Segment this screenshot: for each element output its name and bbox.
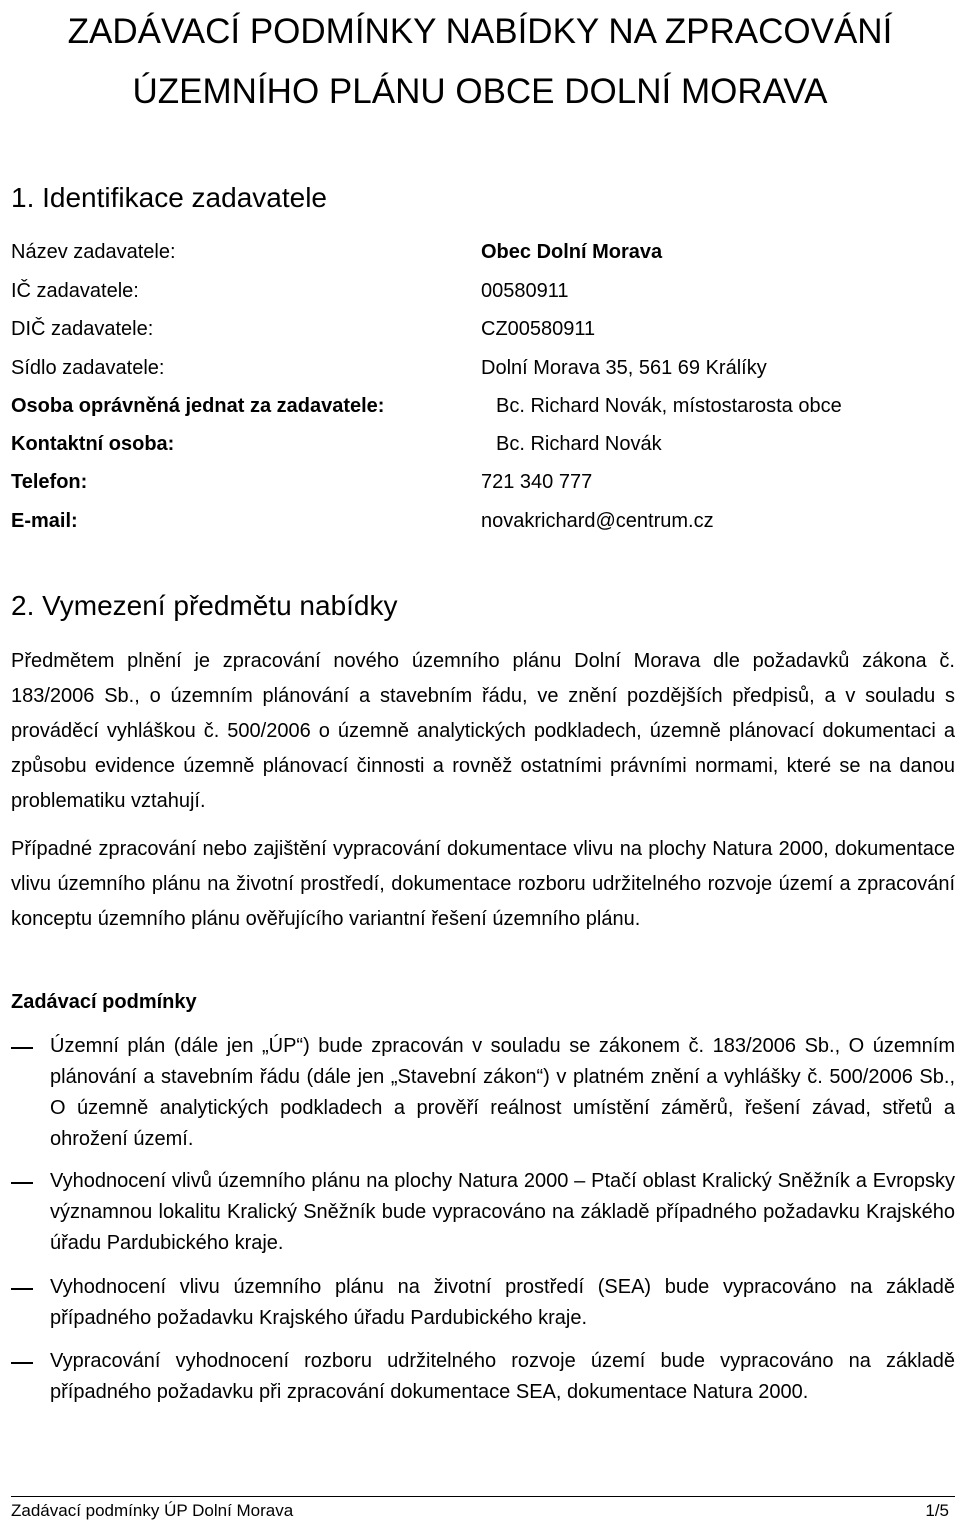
footer-divider <box>11 1496 955 1497</box>
document-title <box>0 2 960 122</box>
row-value: Dolní Morava 35, 561 69 Králíky <box>481 357 767 379</box>
row-ic <box>11 272 951 310</box>
paragraph-predmet: Předmětem plnění je zpracování nového územního plánu Dolní Morava dle požadavků zákona č. 183/2006 Sb., o územním plánování a stavebním řádu, ve znění pozdějších předpisů, a v souladu s prováděcí vyhláškou č. 500/2006 o územně analytických podkladech, územně plánovací dokumentaci a způsobu evidence územně plánovací činnosti a rovněž ostatními právními normami, které se na danou problematiku vztahují. <box>11 650 955 812</box>
row-value: novakrichard@centrum.cz <box>481 510 714 532</box>
dash-bullet-icon <box>11 1288 33 1290</box>
row-label: Sídlo zadavatele: <box>11 357 165 379</box>
row-value: Bc. Richard Novák <box>496 433 662 455</box>
row-value: Obec Dolní Morava <box>481 241 663 263</box>
list-item-text: Vyhodnocení vlivů územního plánu na plochy Natura 2000 – Ptačí oblast Kralický Sněžník a Evropsky významnou lokalitu Kralický Sněžník bude vypracováno na základě případného požadavku Krajského úřadu Pardubického kraje. <box>50 1170 955 1254</box>
row-label: Název zadavatele: <box>11 241 176 263</box>
row-value: 721 340 777 <box>481 471 593 493</box>
section-2-heading: 2. Vymezení předmětu nabídky <box>11 590 398 621</box>
row-nazev <box>11 233 951 271</box>
row-value: CZ00580911 <box>481 318 596 340</box>
title-line-1: ZADÁVACÍ PODMÍNKY NABÍDKY NA ZPRACOVÁNÍ <box>67 12 893 51</box>
row-kontaktni-osoba <box>11 425 951 463</box>
footer-title: Zadávací podmínky ÚP Dolní Morava <box>11 1501 294 1520</box>
row-osoba-opravnena <box>11 387 951 425</box>
title-line-2: ÚZEMNÍHO PLÁNU OBCE DOLNÍ MORAVA <box>132 72 828 111</box>
page-number: 1/5 <box>925 1501 949 1520</box>
row-value: Bc. Richard Novák, místostarosta obce <box>496 395 842 417</box>
row-sidlo <box>11 349 951 387</box>
row-label: Telefon: <box>11 471 88 493</box>
dash-bullet-icon <box>11 1182 33 1184</box>
row-email <box>11 502 951 540</box>
row-value: 00580911 <box>481 280 569 302</box>
zadavaci-podminky-heading: Zadávací podmínky <box>11 991 197 1013</box>
dash-bullet-icon <box>11 1362 33 1364</box>
dash-bullet-icon <box>11 1047 33 1049</box>
list-item-text: Vypracování vyhodnocení rozboru udržitelného rozvoje území bude vypracováno na základě případného požadavku při zpracování dokumentace SEA, dokumentace Natura 2000. <box>50 1350 955 1403</box>
list-item-text: Územní plán (dále jen „ÚP“) bude zpracován v souladu se zákonem č. 183/2006 Sb., O územním plánování a stavebním řádu (dále jen „Stavební zákon“) v platném znění a vyhlášky č. 500/2006 Sb., O územně analytických podkladech a prověří reálnost umístění záměrů, řešení závad, střetů a ohrožení území. <box>50 1035 955 1150</box>
row-label: DIČ zadavatele: <box>11 318 154 340</box>
row-label: E-mail: <box>11 510 78 532</box>
section-1-heading: 1. Identifikace zadavatele <box>11 182 327 213</box>
row-telefon <box>11 463 951 501</box>
row-dic <box>11 310 951 348</box>
paragraph-zpracovani: Případné zpracování nebo zajištění vypracování dokumentace vlivu na plochy Natura 2000, dokumentace vlivu územního plánu na životní prostředí, dokumentace rozboru udržitelného rozvoje území a zpracování konceptu územního plánu ověřujícího variantní řešení územního plánu. <box>11 838 955 930</box>
list-item-text: Vyhodnocení vlivu územního plánu na životní prostředí (SEA) bude vypracováno na základě případného požadavku Krajského úřadu Pardubického kraje. <box>50 1276 955 1329</box>
row-label: IČ zadavatele: <box>11 280 139 302</box>
row-label: Osoba oprávněná jednat za zadavatele: <box>11 395 385 417</box>
row-label: Kontaktní osoba: <box>11 433 175 455</box>
